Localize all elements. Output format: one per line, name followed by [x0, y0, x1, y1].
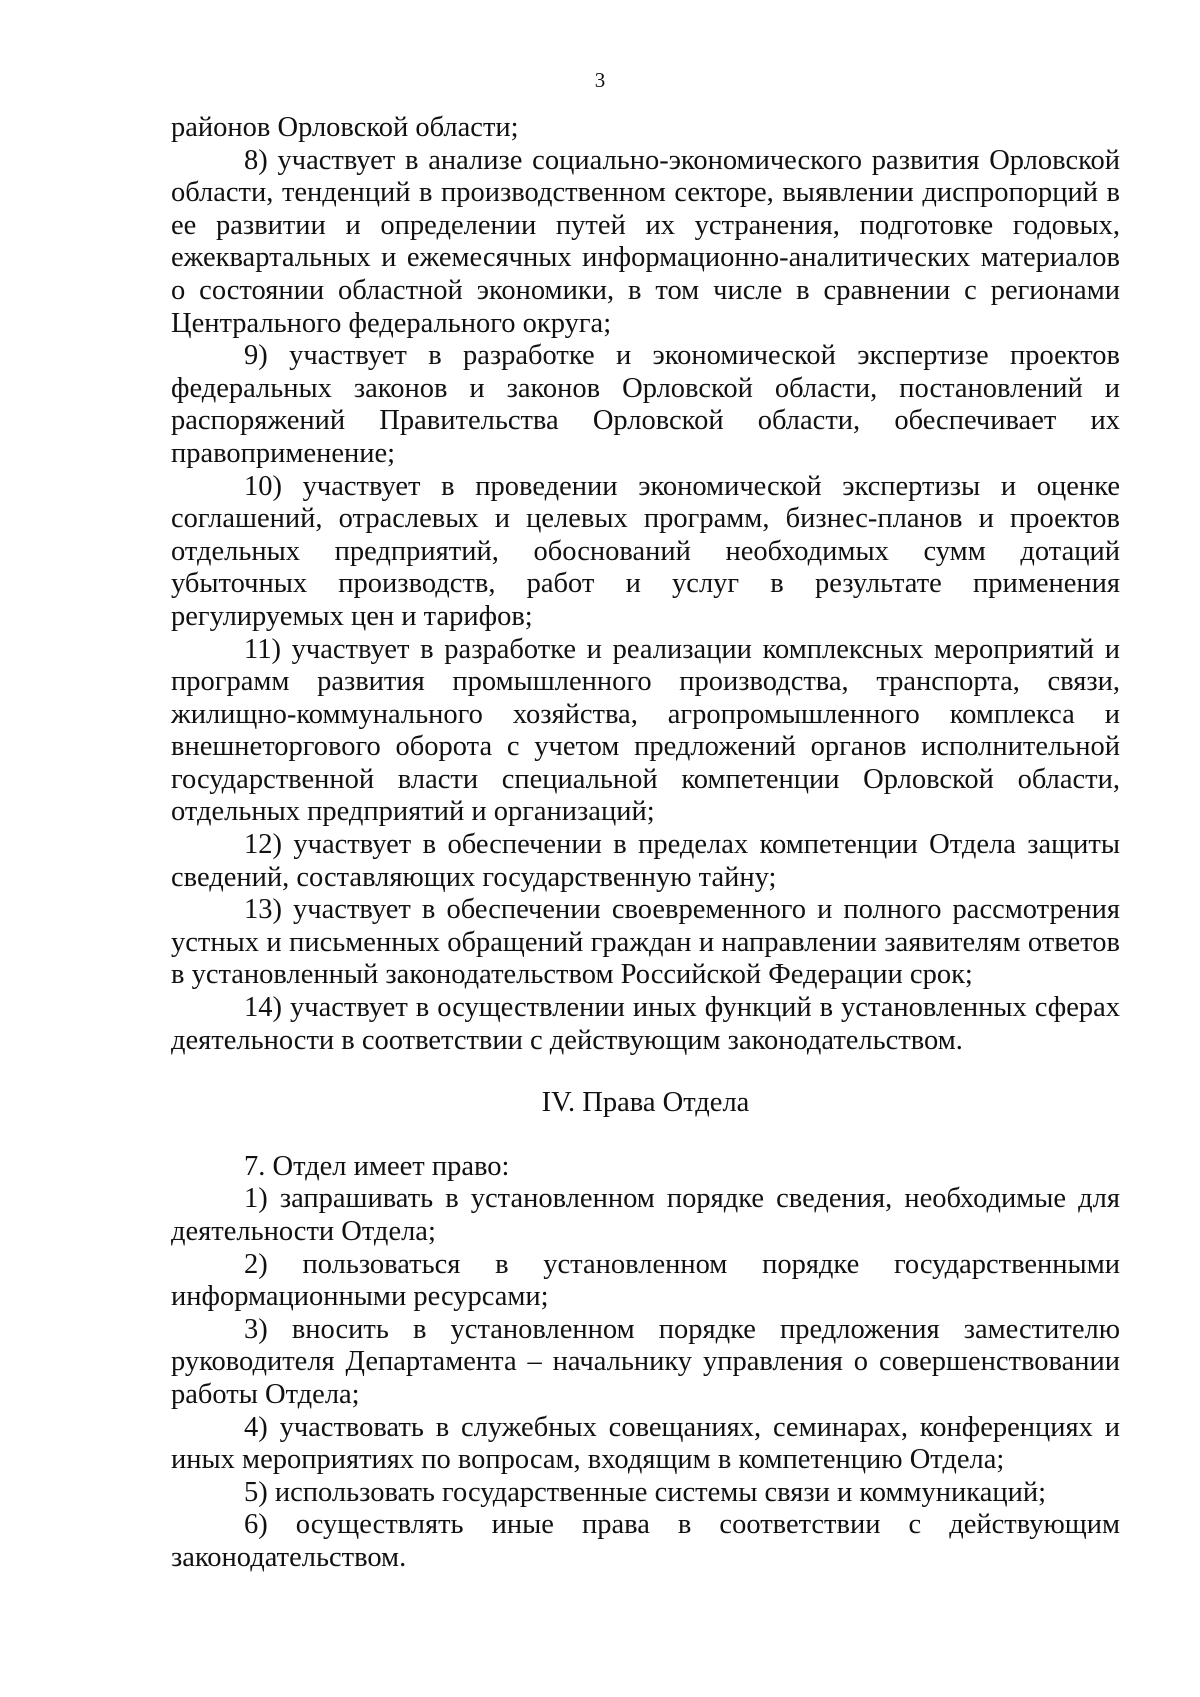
rights-item-2: 2) пользоваться в установленном порядке государственными информационными ресурсами;: [171, 1248, 1120, 1313]
section-heading: IV. Права Отдела: [541, 1087, 750, 1119]
list-item-13: 13) участвует в обеспечении своевременного и полного рассмотрения устных и письменных обращений граждан и направлении заявителям ответов в установленный законодательством Российской Федерации срок;: [171, 894, 1120, 991]
rights-item-1: 1) запрашивать в установленном порядке сведения, необходимые для деятельности Отдела;: [171, 1183, 1120, 1247]
rights-item-5: 5) использовать государственные системы связи и коммуникаций;: [244, 1476, 1047, 1508]
rights-item-4: 4) участвовать в служебных совещаниях, семинарах, конференциях и иных мероприятиях по вопросам, входящим в компетенцию Отдела;: [171, 1411, 1120, 1476]
list-item-11: 11) участвует в разработке и реализации комплексных мероприятий и программ развития промышленного производства, транспорта, связи, жилищно-коммунального хозяйства, агропромышленного комплекса и внешнеторгового оборота с учетом предложений органов исполнительной государственной власти специальной компетенции Орловской области, отдельных предприятий и организаций;: [171, 633, 1120, 828]
document-body: [171, 112, 1120, 1575]
list-item-14: 14) участвует в осуществлении иных функций в установленных сферах деятельности в соответствии с действующим законодательством.: [171, 992, 1120, 1056]
rights-intro: 7. Отдел имеет право:: [244, 1150, 510, 1182]
functions-list: [171, 112, 1120, 1057]
rights-item-6: 6) осуществлять иные права в соответствии с действующим законодательством.: [171, 1509, 1120, 1573]
list-item-12: 12) участвует в обеспечении в пределах компетенции Отдела защиты сведений, составляющих государственную тайну;: [171, 829, 1120, 893]
rights-list: [171, 1151, 1120, 1575]
page-number: 3: [594, 68, 606, 92]
list-item-continuation: районов Орловской области;: [171, 112, 519, 143]
list-item-10: 10) участвует в проведении экономической экспертизы и оценке соглашений, отраслевых и целевых программ, бизнес-планов и проектов отдельных предприятий, обоснований необходимых сумм дотаций убыточных производств, работ и услуг в результате применения регулируемых цен и тарифов;: [171, 470, 1120, 632]
list-item-8: 8) участвует в анализе социально-экономического развития Орловской области, тенденций в производственном секторе, выявлении диспропорций в ее развитии и определении путей их устранения, подготовке годовых, ежеквартальных и ежемесячных информационно-аналитических материалов о состоянии областной экономики, в том числе в сравнении с регионами Центрального федерального округа;: [171, 144, 1120, 339]
list-item-9: 9) участвует в разработке и экономической экспертизе проектов федеральных законов и законов Орловской области, постановлений и распоряжений Правительства Орловской области, обеспечивает их правоприменение;: [171, 340, 1120, 469]
rights-item-3: 3) вносить в установленном порядке предложения заместителю руководителя Департамента – начальнику управления о совершенствовании работы Отдела;: [171, 1313, 1120, 1410]
